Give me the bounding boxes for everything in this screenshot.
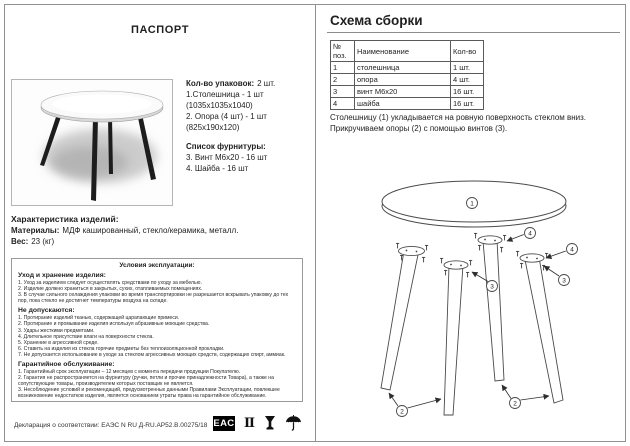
leg-plate [444, 261, 468, 269]
package-info [186, 78, 312, 174]
not-allowed-item: 4. Длительное присутствие влаги на поверхности стекла. [18, 333, 154, 340]
conditions-title: Условия эксплуатации: [119, 262, 195, 269]
assembly-instructions [330, 113, 615, 134]
product-photo [11, 79, 173, 206]
photo-tabletop-highlight [52, 95, 152, 114]
cell-qty: 4 шт. [451, 74, 484, 86]
stacking-limit-icon: Ⅱ [244, 415, 255, 431]
not-allowed-item: 7. Не допускается использование в уходе за стеклом агрессивных моющих средств, содержащих спирт, аммиак. [18, 351, 286, 358]
header-qty: Кол-во [451, 41, 484, 62]
not-allowed-item: 6. Ставить на изделия из стекла горячие предметы без теплоизоляционной прокладки. [18, 345, 225, 352]
package-line: (1035х1035х1040) [186, 101, 253, 110]
hardware-heading: Список фурнитуры: [186, 142, 266, 151]
title-rule [327, 32, 620, 33]
column-divider [315, 5, 316, 441]
package-line: 1.Столешница - 1 шт [186, 90, 264, 99]
package-line: 2. Опора (4 шт) - 1 шт [186, 112, 267, 121]
assembly-diagram [318, 150, 618, 440]
leg-plate [520, 254, 544, 262]
passport-title: ПАСПОРТ [130, 24, 190, 36]
table-row [331, 74, 484, 86]
eac-mark-label: ЕАС [213, 417, 235, 429]
package-line: (825х190х120) [186, 123, 240, 132]
instruction-line: Столешницу (1) укладывается на ровную поверхность стеклом вниз. [330, 113, 587, 122]
header-name: Наименование [355, 41, 451, 62]
svg-text:3: 3 [562, 277, 566, 285]
usage-conditions-box [11, 258, 303, 402]
not-allowed-item: 1. Протирание изделий тканью, содержащей царапающие примеси. [18, 315, 180, 322]
table-header-row [331, 41, 484, 62]
warranty-item: 3. Несоблюдение условий и рекомендаций, предусмотренных данными Правилами Эксплуатации, повлекшее возникновение недостатков изделия, является основанием утраты права на гарантийное обслуживание. [18, 387, 280, 400]
cell-name: столешница [355, 62, 451, 74]
table-row [331, 62, 484, 74]
eac-mark-icon [213, 416, 235, 431]
callout-washer [525, 228, 536, 239]
fragile-glass-icon [264, 415, 276, 431]
warranty-heading: Гарантийное обслуживание: [18, 361, 115, 369]
instruction-line: Прикручиваем опоры (2) с помощью винтов (3). [330, 123, 508, 133]
cell-position: 4 [331, 98, 355, 110]
hardware-line: 4. Шайба - 16 шт [186, 164, 249, 173]
callout-tabletop [467, 198, 478, 209]
cell-position: 2 [331, 74, 355, 86]
weight-label: Вес: [11, 237, 29, 246]
warranty-item: 2. Гарантия не распространяется на фурнитуру (ручки, петли и прочие принадлежности Товара), а также на сопутствующие товары, производителем которых поставщик не является. [18, 375, 274, 388]
diagram-legs [381, 236, 563, 415]
care-item: 3. В случае сильного охлаждения упаковки во время транспортировки не разрешается вскрывать упаковку до тех пор, пока стекло не достигнет температуры воздуха на складе. [18, 292, 289, 305]
materials-value: МДФ кашированный, стекло/керамика, металл. [62, 226, 239, 235]
svg-text:4: 4 [528, 230, 532, 238]
table-row [331, 98, 484, 110]
materials-line [11, 225, 307, 236]
leg-plate [399, 246, 425, 255]
plate-holes [406, 239, 538, 267]
leg-shape [381, 250, 419, 390]
cell-qty: 16 шт. [451, 98, 484, 110]
callout-leg [397, 406, 408, 417]
care-item: 1. Уход за изделием следует осуществлять средствами по уходу за мебелью. [18, 280, 202, 286]
cell-qty: 16 шт. [451, 86, 484, 98]
characteristics [11, 214, 307, 247]
characteristics-heading: Характеристика изделий: [11, 214, 119, 224]
svg-text:3: 3 [490, 283, 494, 291]
leg-shape [483, 240, 504, 381]
packages-label: Кол-во упаковок: [186, 79, 255, 88]
not-allowed-item: 3. Удары жесткими предметами. [18, 327, 95, 334]
svg-text:2: 2 [400, 408, 404, 416]
cell-name: шайба [355, 98, 451, 110]
parts-table [330, 40, 484, 110]
leg-shape [525, 257, 563, 403]
callout-screw [487, 281, 498, 292]
leg-shape [444, 265, 463, 415]
packages-line [186, 78, 312, 89]
document-page [4, 4, 626, 442]
header-position: № поз. [331, 41, 355, 62]
declaration-text: Декларация о соответствии: ЕАЭС N RU Д-RU.АР52.В.00275/18 [14, 422, 208, 429]
weight-line [11, 236, 307, 247]
svg-text:1: 1 [470, 200, 474, 208]
callout-washer [567, 244, 578, 255]
packaging-icons [213, 414, 302, 432]
packages-value: 2 шт. [257, 79, 276, 88]
hardware-line: 3. Винт М6х20 - 16 шт [186, 153, 268, 162]
cell-name: опора [355, 74, 451, 86]
not-allowed-heading: Не допускаются: [18, 307, 75, 315]
cell-position: 3 [331, 86, 355, 98]
leg-plate [478, 236, 502, 244]
table-row [331, 86, 484, 98]
callout-screw [559, 275, 570, 286]
cell-qty: 1 шт. [451, 62, 484, 74]
product-photo-image [12, 80, 172, 204]
not-allowed-item: 5. Хранение в агрессивной среде. [18, 339, 99, 346]
not-allowed-item: 2. Протирание и промывание изделия используя абразивные моющие средства. [18, 321, 210, 328]
cell-position: 1 [331, 62, 355, 74]
warranty-item: 1. Гарантийный срок эксплуатации – 12 месяцев с момента передачи продукции Покупателю. [18, 369, 241, 376]
svg-text:4: 4 [570, 246, 574, 254]
weight-value: 23 (кг) [31, 237, 55, 246]
keep-dry-icon [285, 415, 302, 431]
care-heading: Уход и хранение изделия: [18, 272, 106, 279]
assembly-title: Схема сборки [330, 13, 423, 28]
cell-name: винт М6х20 [355, 86, 451, 98]
photo-shadow [52, 146, 128, 178]
care-item: 2. Изделие должно храниться в закрытых, сухих, отапливаемых помещениях. [18, 286, 203, 293]
callout-leg [510, 398, 521, 409]
svg-text:2: 2 [513, 400, 517, 408]
materials-label: Материалы: [11, 226, 60, 235]
